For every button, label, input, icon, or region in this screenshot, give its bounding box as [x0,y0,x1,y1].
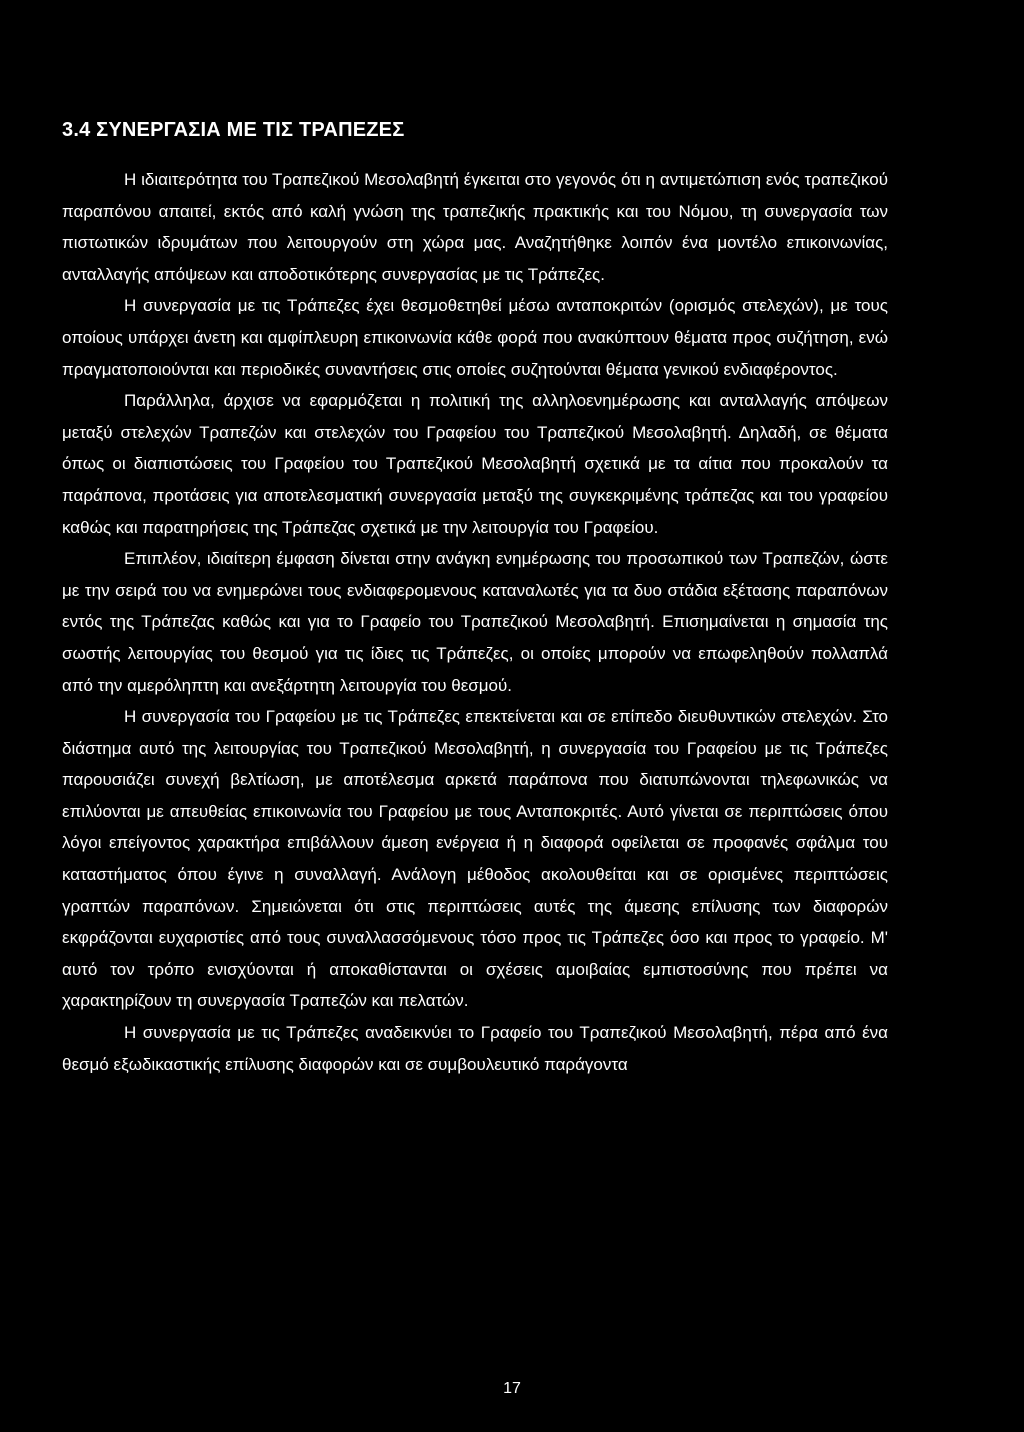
paragraph: Η συνεργασία με τις Τράπεζες έχει θεσμοθετηθεί μέσω ανταποκριτών (ορισμός στελεχών), με τους οποίους υπάρχει άνετη και αμφίπλευρη επικοινωνία κάθε φορά που ανακύπτουν θέματα προς συζήτηση, ενώ πραγματοποιούνται και περιοδικές συναντήσεις στις οποίες συζητούνται θέματα γενικού ενδιαφέροντος. [62,296,888,379]
paragraph: Η συνεργασία με τις Τράπεζες αναδεικνύει το Γραφείο του Τραπεζικού Μεσολαβητή, πέρα από ένα θεσμό εξωδικαστικής επίλυσης διαφορών και σε συμβουλευτικό παράγοντα [62,1023,888,1074]
paragraph: Παράλληλα, άρχισε να εφαρμόζεται η πολιτική της αλληλοενημέρωσης και ανταλλαγής απόψεων μεταξύ στελεχών Τραπεζών και στελεχών του Γραφείου του Τραπεζικού Μεσολαβητή. Δηλαδή, σε θέματα όπως οι διαπιστώσεις του Γραφείου του Τραπεζικού Μεσολαβητή σχετικά με τα αίτια που προκαλούν τα παράπονα, προτάσεις για αποτελεσματική συνεργασία μεταξύ της συγκεκριμένης τράπεζας και του γραφείου καθώς και παρατηρήσεις της Τράπεζας σχετικά με την λειτουργία του Γραφείου. [62,391,888,537]
section-heading: 3.4 ΣΥΝΕΡΓΑΣΙΑ ΜΕ ΤΙΣ ΤΡΑΠΕΖΕΣ [62,119,405,141]
paragraph: Η ιδιαιτερότητα του Τραπεζικού Μεσολαβητή έγκειται στο γεγονός ότι η αντιμετώπιση ενός τραπεζικού παραπόνου απαιτεί, εκτός από καλή γνώση της τραπεζικής πρακτικής και του Νόμου, τη συνεργασία των πιστωτικών ιδρυμάτων που λειτουργούν στη χώρα μας. Αναζητήθηκε λοιπόν ένα μοντέλο επικοινωνίας, ανταλλαγής απόψεων και αποδοτικότερης συνεργασίας με τις Τράπεζες. [62,170,888,284]
paragraph: Επιπλέον, ιδιαίτερη έμφαση δίνεται στην ανάγκη ενημέρωσης του προσωπικού των Τραπεζών, ώστε με την σειρά του να ενημερώνει τους ενδιαφερομενους καταναλωτές για τα δυο στάδια εξέτασης παραπόνων εντός της Τράπεζας καθώς και για το Γραφείο του Τραπεζικού Μεσολαβητή. Επισημαίνεται η σημασία της σωστής λειτουργίας του θεσμού για τις ίδιες τις Τράπεζες, οι οποίες μπορούν να επωφεληθούν πολλαπλά από την αμερόληπτη και ανεξάρτητη λειτουργία του θεσμού. [62,549,888,695]
paragraph: Η συνεργασία του Γραφείου με τις Τράπεζες επεκτείνεται και σε επίπεδο διευθυντικών στελεχών. Στο διάστημα αυτό της λειτουργίας του Τραπεζικού Μεσολαβητή, η συνεργασία του Γραφείου με τις Τράπεζες παρουσιάζει συνεχή βελτίωση, με αποτέλεσμα αρκετά παράπονα που διατυπώνονται τηλεφωνικώς να επιλύονται με απευθείας επικοινωνία του Γραφείου με τους Ανταποκριτές. Αυτό γίνεται σε περιπτώσεις όπου λόγοι επείγοντος χαρακτήρα επιβάλλουν άμεση ενέργεια ή η διαφορά οφείλεται σε προφανές σφάλμα του καταστήματος όπου έγινε η συναλλαγή. Ανάλογη μέθοδος ακολουθείται και σε ορισμένες περιπτώσεις γραπτών παραπόνων. Σημειώνεται ότι στις περιπτώσεις αυτές της άμεσης επίλυσης των διαφορών εκφράζονται ευχαριστίες από τους συναλλασσόμενους τόσο προς τις Τράπεζες όσο και προς το γραφείο. Μ' αυτό τον τρόπο ενισχύονται ή αποκαθίστανται οι σχέσεις αμοιβαίας εμπιστοσύνης που πρέπει να χαρακτηρίζουν τη συνεργασία Τραπεζών και πελατών. [62,707,888,1011]
document-page [62,116,888,1080]
page-number: 17 [503,1380,521,1397]
